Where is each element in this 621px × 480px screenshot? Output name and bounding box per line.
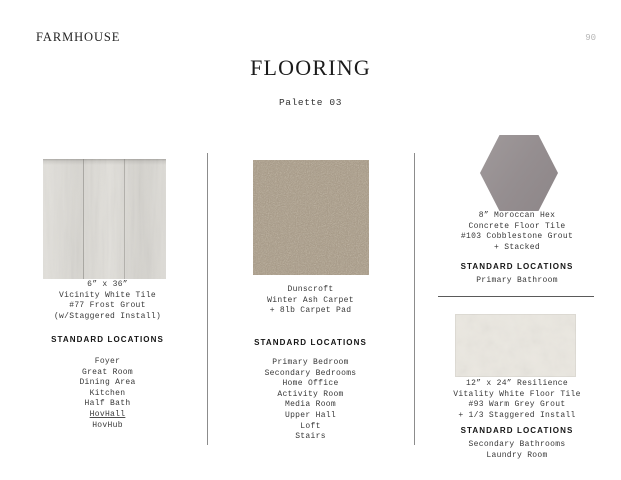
page-title: FLOORING (250, 55, 371, 80)
wood-grain-texture (43, 159, 166, 279)
location-item: Secondary Bathrooms (468, 440, 566, 449)
location-item: HovHall (89, 409, 126, 419)
location-item: Dining Area (79, 378, 136, 388)
caption-line: Winter Ash Carpet (267, 295, 354, 305)
column-divider-2 (414, 153, 415, 445)
caption-line: Concrete Floor Tile (468, 221, 566, 231)
location-item: Loft (300, 421, 321, 431)
hex-locations-header: STANDARD LOCATIONS (460, 262, 574, 271)
palette-subtitle: Palette 03 (278, 97, 342, 108)
location-item: Foyer (94, 357, 121, 366)
caption-line: Vicinity White Tile (59, 290, 156, 300)
caption-line: 6” x 36” (87, 280, 128, 289)
resilience-tile-caption (417, 379, 617, 421)
caption-line: + Stacked (494, 242, 540, 252)
carpet-locations-list (210, 358, 411, 443)
caption-line: #77 Frost Grout (69, 301, 146, 310)
location-item: Upper Hall (284, 410, 336, 420)
column-divider-1 (207, 153, 208, 445)
location-item: Half Bath (84, 399, 131, 409)
vicinity-locations-list (15, 357, 200, 431)
caption-line: 12” x 24” Resilience (465, 379, 568, 388)
right-column-section-divider (438, 296, 594, 297)
hex-tile-swatch-image (480, 135, 558, 211)
location-item: Primary Bathroom (476, 276, 558, 285)
caption-line: + 8lb Carpet Pad (269, 306, 352, 315)
location-item: HovHub (92, 420, 123, 430)
location-item: Secondary Bedrooms (264, 368, 357, 378)
location-item: Laundry Room (486, 450, 548, 460)
hex-locations-list (417, 276, 617, 287)
caption-line: #103 Cobblestone Grout (460, 232, 574, 241)
stone-mottle-texture (455, 314, 576, 377)
caption-line: #93 Warm Grey Grout (468, 400, 566, 409)
location-item: Great Room (81, 367, 133, 377)
caption-line: Vitality White Floor Tile (453, 389, 581, 399)
location-item: Primary Bedroom (272, 358, 349, 367)
carpet-swatch-image (253, 160, 369, 275)
resilience-tile-swatch-image (455, 314, 576, 377)
location-item: Home Office (282, 379, 339, 389)
carpet-caption (210, 285, 411, 317)
location-item: Kitchen (89, 388, 126, 398)
location-item: Stairs (295, 432, 326, 442)
carpet-locations-header: STANDARD LOCATIONS (254, 338, 367, 347)
caption-line: (w/Staggered Install) (53, 311, 162, 321)
caption-line: + 1/3 Staggered Install (458, 410, 576, 420)
resilience-locations-header: STANDARD LOCATIONS (460, 426, 574, 435)
vicinity-tile-caption (15, 280, 200, 322)
page-number: 90 (585, 33, 596, 43)
vicinity-locations-header: STANDARD LOCATIONS (51, 335, 164, 344)
resilience-locations-list (417, 440, 617, 461)
location-item: Activity Room (277, 389, 344, 399)
brand-logo: FARMHOUSE (36, 30, 121, 44)
caption-line: 8” Moroccan Hex (478, 211, 556, 220)
carpet-speckle-texture (253, 160, 369, 275)
vicinity-tile-swatch-image (43, 159, 166, 279)
caption-line: Dunscroft (287, 285, 334, 294)
hex-tile-caption (417, 211, 617, 253)
location-item: Media Room (284, 400, 336, 410)
